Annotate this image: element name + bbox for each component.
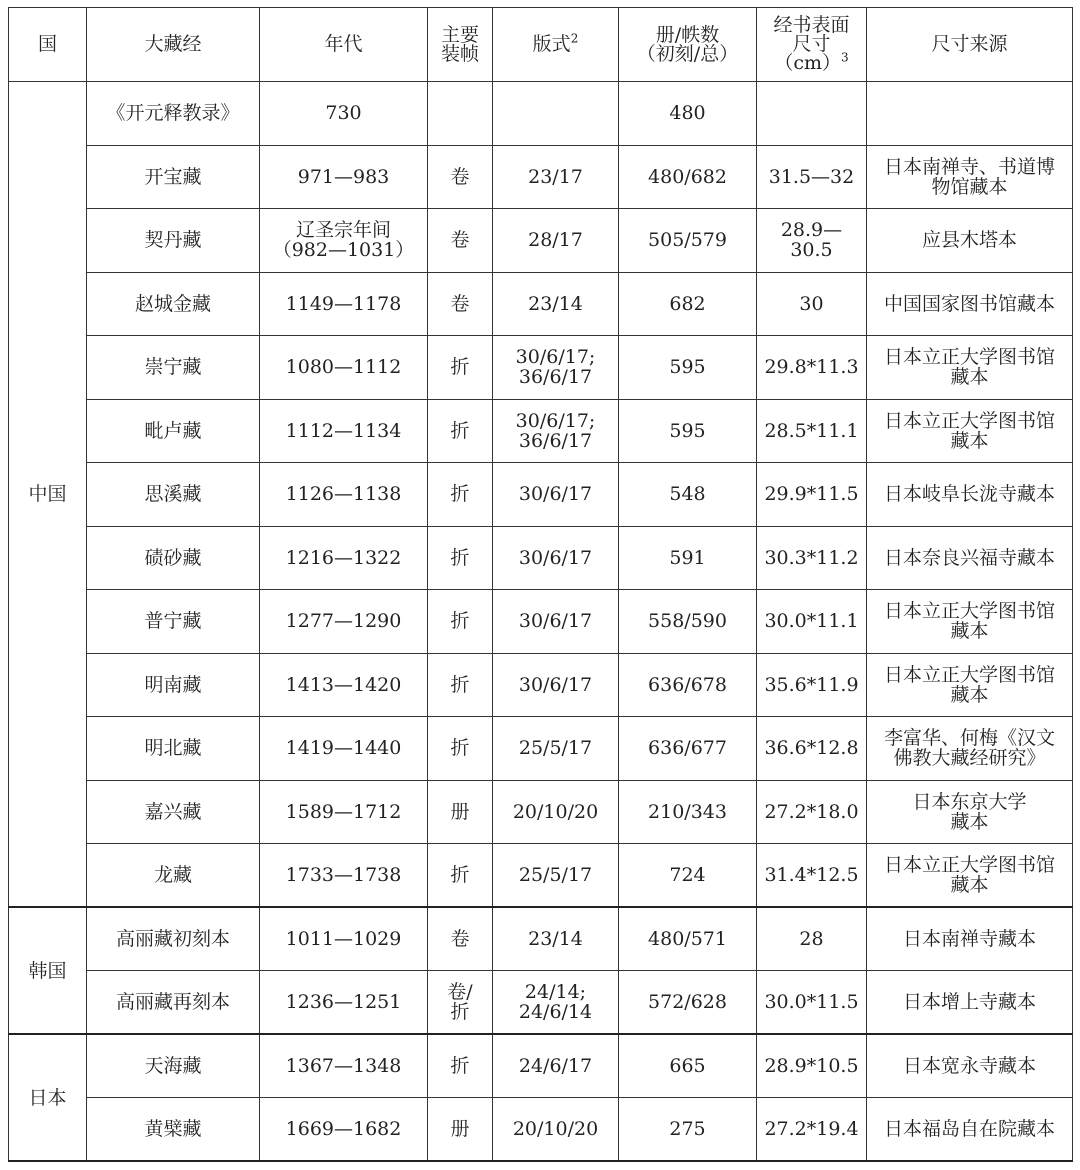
name-cell: 明南藏 [87,653,260,717]
size-cell: 27.2*18.0 [757,780,867,844]
source-cell: 日本立正大学图书馆 藏本 [867,844,1073,908]
table-header-row [9,8,1073,82]
volumes-cell: 558/590 [619,590,757,654]
name-cell: 《开元释教录》 [87,82,260,146]
era-cell: 1149—1178 [260,272,428,336]
size-cell: 28.9*10.5 [757,1034,867,1098]
volumes-cell: 505/579 [619,209,757,273]
volumes-cell: 595 [619,399,757,463]
size-cell: 28.5*11.1 [757,399,867,463]
name-cell: 契丹藏 [87,209,260,273]
volumes-cell: 595 [619,336,757,400]
table-row [9,907,1073,971]
header-format-label: 版式 [532,33,571,55]
header-era: 年代 [260,8,428,82]
size-cell: 35.6*11.9 [757,653,867,717]
source-cell: 中国国家图书馆藏本 [867,272,1073,336]
name-cell: 开宝藏 [87,145,260,209]
source-cell [867,82,1073,146]
size-cell: 31.5—32 [757,145,867,209]
header-volumes: 册/帙数 （初刻/总） [619,8,757,82]
size-cell: 30.0*11.1 [757,590,867,654]
table-row [9,844,1073,908]
volumes-cell: 572/628 [619,971,757,1035]
table-row [9,209,1073,273]
era-cell: 1413—1420 [260,653,428,717]
binding-cell: 折 [428,653,493,717]
source-cell: 李富华、何梅《汉文 佛教大藏经研究》 [867,717,1073,781]
size-cell: 30 [757,272,867,336]
source-cell: 日本东京大学 藏本 [867,780,1073,844]
header-size [757,8,867,82]
era-cell: 1367—1348 [260,1034,428,1098]
header-binding: 主要 装帧 [428,8,493,82]
format-cell: 30/6/17 [493,653,619,717]
era-cell: 730 [260,82,428,146]
format-cell: 28/17 [493,209,619,273]
country-cell: 韩国 [9,907,87,1034]
name-cell: 龙藏 [87,844,260,908]
binding-cell: 卷 [428,209,493,273]
binding-cell: 折 [428,463,493,527]
country-cell: 中国 [9,82,87,908]
canon-comparison-table [8,7,1073,1162]
format-cell: 24/14; 24/6/14 [493,971,619,1035]
source-cell: 应县木塔本 [867,209,1073,273]
size-cell: 31.4*12.5 [757,844,867,908]
volumes-cell: 682 [619,272,757,336]
binding-cell: 卷/ 折 [428,971,493,1035]
era-cell: 1419—1440 [260,717,428,781]
format-cell: 23/14 [493,272,619,336]
format-cell: 23/17 [493,145,619,209]
binding-cell: 折 [428,717,493,781]
source-cell: 日本增上寺藏本 [867,971,1073,1035]
era-cell: 971—983 [260,145,428,209]
name-cell: 普宁藏 [87,590,260,654]
era-cell: 1589—1712 [260,780,428,844]
table-row [9,145,1073,209]
era-cell: 1236—1251 [260,971,428,1035]
table-row [9,971,1073,1035]
table-body [9,82,1073,1162]
header-format [493,8,619,82]
era-cell: 辽圣宗年间 （982—1031） [260,209,428,273]
volumes-cell: 210/343 [619,780,757,844]
table-row [9,399,1073,463]
era-cell: 1126—1138 [260,463,428,527]
table-row [9,590,1073,654]
binding-cell: 卷 [428,907,493,971]
format-cell: 23/14 [493,907,619,971]
format-cell: 25/5/17 [493,844,619,908]
name-cell: 嘉兴藏 [87,780,260,844]
size-cell: 28 [757,907,867,971]
name-cell: 高丽藏初刻本 [87,907,260,971]
table-row [9,272,1073,336]
name-cell: 碛砂藏 [87,526,260,590]
name-cell: 崇宁藏 [87,336,260,400]
table-row [9,336,1073,400]
era-cell: 1112—1134 [260,399,428,463]
header-country: 国 [9,8,87,82]
source-cell: 日本立正大学图书馆 藏本 [867,399,1073,463]
source-cell: 日本宽永寺藏本 [867,1034,1073,1098]
table-row [9,463,1073,527]
volumes-cell: 480/571 [619,907,757,971]
source-cell: 日本福岛自在院藏本 [867,1098,1073,1162]
size-cell [757,82,867,146]
era-cell: 1011—1029 [260,907,428,971]
format-cell: 30/6/17 [493,590,619,654]
header-source: 尺寸来源 [867,8,1073,82]
volumes-cell: 480 [619,82,757,146]
format-cell: 30/6/17; 36/6/17 [493,399,619,463]
binding-cell: 卷 [428,145,493,209]
name-cell: 高丽藏再刻本 [87,971,260,1035]
header-format-footnote: 2 [570,31,579,46]
name-cell: 毗卢藏 [87,399,260,463]
name-cell: 思溪藏 [87,463,260,527]
binding-cell: 卷 [428,272,493,336]
header-size-label: 经书表面 尺寸 （cm） [773,14,850,74]
header-size-footnote: 3 [841,50,849,65]
volumes-cell: 480/682 [619,145,757,209]
binding-cell: 折 [428,590,493,654]
size-cell: 29.8*11.3 [757,336,867,400]
era-cell: 1277—1290 [260,590,428,654]
table-row [9,82,1073,146]
source-cell: 日本立正大学图书馆 藏本 [867,336,1073,400]
source-cell: 日本奈良兴福寺藏本 [867,526,1073,590]
table-row [9,717,1073,781]
size-cell: 36.6*12.8 [757,717,867,781]
format-cell [493,82,619,146]
volumes-cell: 548 [619,463,757,527]
source-cell: 日本岐阜长泷寺藏本 [867,463,1073,527]
binding-cell: 折 [428,1034,493,1098]
era-cell: 1669—1682 [260,1098,428,1162]
era-cell: 1733—1738 [260,844,428,908]
table-row [9,1034,1073,1098]
era-cell: 1080—1112 [260,336,428,400]
binding-cell: 折 [428,399,493,463]
volumes-cell: 724 [619,844,757,908]
volumes-cell: 636/677 [619,717,757,781]
binding-cell [428,82,493,146]
format-cell: 30/6/17; 36/6/17 [493,336,619,400]
size-cell: 30.0*11.5 [757,971,867,1035]
source-cell: 日本立正大学图书馆 藏本 [867,653,1073,717]
format-cell: 20/10/20 [493,780,619,844]
table-row [9,653,1073,717]
name-cell: 天海藏 [87,1034,260,1098]
volumes-cell: 591 [619,526,757,590]
format-cell: 25/5/17 [493,717,619,781]
size-cell: 27.2*19.4 [757,1098,867,1162]
name-cell: 黄檗藏 [87,1098,260,1162]
table-row [9,1098,1073,1162]
volumes-cell: 665 [619,1034,757,1098]
binding-cell: 折 [428,844,493,908]
table-row [9,526,1073,590]
era-cell: 1216—1322 [260,526,428,590]
format-cell: 30/6/17 [493,526,619,590]
format-cell: 20/10/20 [493,1098,619,1162]
size-cell: 28.9— 30.5 [757,209,867,273]
size-cell: 29.9*11.5 [757,463,867,527]
binding-cell: 册 [428,780,493,844]
format-cell: 30/6/17 [493,463,619,527]
volumes-cell: 636/678 [619,653,757,717]
size-cell: 30.3*11.2 [757,526,867,590]
volumes-cell: 275 [619,1098,757,1162]
binding-cell: 折 [428,336,493,400]
source-cell: 日本立正大学图书馆 藏本 [867,590,1073,654]
name-cell: 赵城金藏 [87,272,260,336]
table-row [9,780,1073,844]
binding-cell: 册 [428,1098,493,1162]
header-canon: 大藏经 [87,8,260,82]
format-cell: 24/6/17 [493,1034,619,1098]
source-cell: 日本南禅寺藏本 [867,907,1073,971]
name-cell: 明北藏 [87,717,260,781]
country-cell: 日本 [9,1034,87,1161]
source-cell: 日本南禅寺、书道博 物馆藏本 [867,145,1073,209]
binding-cell: 折 [428,526,493,590]
